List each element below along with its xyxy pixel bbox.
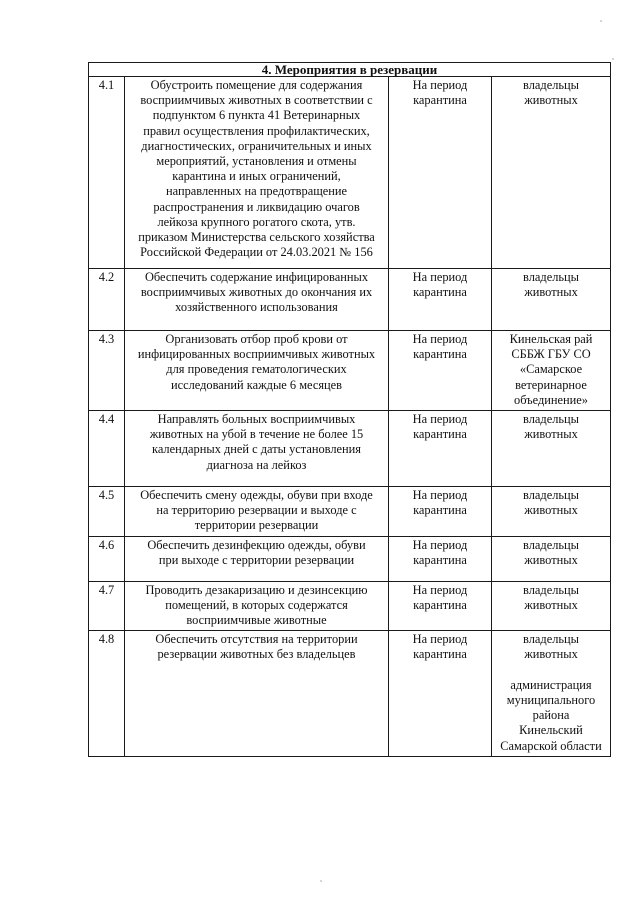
row-term: На период карантина bbox=[389, 331, 492, 411]
row-responsible: владельцы животных bbox=[492, 77, 611, 269]
row-term: На период карантина bbox=[389, 77, 492, 269]
row-number: 4.5 bbox=[89, 487, 125, 537]
row-term: На период карантина bbox=[389, 269, 492, 331]
table-row bbox=[89, 77, 611, 269]
section-title: 4. Мероприятия в резервации bbox=[89, 63, 611, 77]
row-responsible: владельцы животных bbox=[492, 411, 611, 487]
row-number: 4.1 bbox=[89, 77, 125, 269]
scan-speck bbox=[320, 880, 322, 882]
row-action: Проводить дезакаризацию и дезинсекцию помещений, в которых содержатся восприимчивые животные bbox=[125, 581, 389, 631]
scan-speck bbox=[600, 20, 602, 22]
table-row bbox=[89, 331, 611, 411]
row-action: Обеспечить отсутствия на территории резервации животных без владельцев bbox=[125, 631, 389, 757]
table-row bbox=[89, 411, 611, 487]
table-row bbox=[89, 536, 611, 581]
row-term: На период карантина bbox=[389, 581, 492, 631]
row-responsible: владельцы животных bbox=[492, 581, 611, 631]
row-number: 4.6 bbox=[89, 536, 125, 581]
row-term: На период карантина bbox=[389, 536, 492, 581]
row-term: На период карантина bbox=[389, 411, 492, 487]
table-row bbox=[89, 487, 611, 537]
row-responsible: Кинельская рай СББЖ ГБУ СО «Самарское ветеринарное объединение» bbox=[492, 331, 611, 411]
row-action: Организовать отбор проб крови от инфицированных восприимчивых животных для проведения гематологических исследований каждые 6 месяцев bbox=[125, 331, 389, 411]
row-action: Обеспечить содержание инфицированных восприимчивых животных до окончания их хозяйственного использования bbox=[125, 269, 389, 331]
row-number: 4.2 bbox=[89, 269, 125, 331]
row-action: Направлять больных восприимчивых животных на убой в течение не более 15 календарных дней с даты установления диагноза на лейкоз bbox=[125, 411, 389, 487]
row-number: 4.3 bbox=[89, 331, 125, 411]
scan-speck bbox=[612, 58, 614, 60]
row-term: На период карантина bbox=[389, 631, 492, 757]
table-row bbox=[89, 581, 611, 631]
table-row bbox=[89, 269, 611, 331]
section-header-row bbox=[89, 63, 611, 77]
row-action: Обустроить помещение для содержания восприимчивых животных в соответствии с подпунктом 6 пункта 41 Ветеринарных правил осуществления профилактических, диагностических, ограничительных и иных мероприятий, установления и отмены карантина и иных ограничений, направленных на предотвращение распространения и ликвидацию очагов лейкоза крупного рогатого скота, утв. приказом Министерства сельского хозяйства Российской Федерации от 24.03.2021 № 156 bbox=[125, 77, 389, 269]
row-responsible: владельцы животных администрация муниципального района Кинельский Самарской области bbox=[492, 631, 611, 757]
row-number: 4.7 bbox=[89, 581, 125, 631]
row-responsible: владельцы животных bbox=[492, 487, 611, 537]
table-row bbox=[89, 631, 611, 757]
row-responsible: владельцы животных bbox=[492, 536, 611, 581]
measures-table bbox=[88, 62, 611, 757]
row-number: 4.8 bbox=[89, 631, 125, 757]
row-action: Обеспечить дезинфекцию одежды, обуви при выходе с территории резервации bbox=[125, 536, 389, 581]
row-number: 4.4 bbox=[89, 411, 125, 487]
row-term: На период карантина bbox=[389, 487, 492, 537]
row-action: Обеспечить смену одежды, обуви при входе на территорию резервации и выходе с территории резервации bbox=[125, 487, 389, 537]
row-responsible: владельцы животных bbox=[492, 269, 611, 331]
